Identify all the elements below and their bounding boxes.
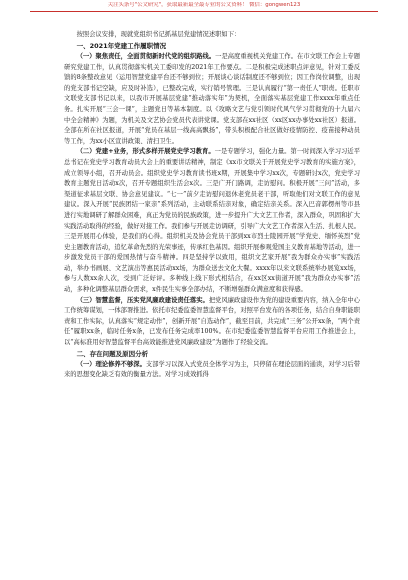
paragraph-2-lead: （二）党建+业务，形式多样开展党史学习教育。 bbox=[76, 148, 215, 156]
section-heading-2: 二、存在问题及原因分析 bbox=[76, 349, 149, 358]
paragraph-2-body: 一是专题学习，强化力量。第一时间深入学习习近平总书记在党史学习教育动员大会上的重要讲话精神，制定《xx市文联关于开展党史学习教育的实施方案》，成立领导小组，召开动员会。组织党史学习教育读书班x期，开展集中学习xx次，专题研讨x次，党史学习教育主题党日活动x次，召开专题组织生活会x次。三是广开门路调，走访慰问。积极开展“三问”活动，多渠道征求基层文联、协会意见建议。“七一”前夕走访慰问退休老党员老干部，听取他们对文联工作的意见建议。深入开展“民族团结一家亲”系列活动，主动联系结亲对象，确定结亲关系。深入巴音郭楞州等市县进行实地调研了解群众困难，真正为党员的民族政策，进一步提升广大文艺工作者，深入群众，巩固和扩大实践活动取得的经验，做好对接工作。我们参与开展走访调研，引导广大文艺工作者深入生活、扎根人民。三是开展用心体验，是我们的心得。组织机关及协会党员干部到xx市烈士陵园开展“学党史、缅怀英烈”党史主题教育活动，追忆革命先烈的光荣事迹，传承红色基因。组织开展参观爱国主义教育基地等活动，进一步激发党员干部的爱国热情与奋斗精神。四是坚持学以致用，组织文艺家开展“我为群众办实事”实践活动，举办书画展、文艺演出等惠民活动xx场，为群众送去文化大餐。xxxx年以来文联系统举办展览xx场，参与人数xx余人次，受到广泛好评。多种线上线下形式相结合，在xx区xx街道开展“我为群众办实事”活动，多种化调整基层群众需求，x件民生实事全部办结，不断增强群众满意度和获得感。 bbox=[64, 148, 361, 294]
paragraph-4-body: 支部学习以深入式党员全体学习为主，只停留在理论层面的通读，对学习后带来的思想变化缺乏有效的衡量方法。对学习成效抓得 bbox=[64, 360, 361, 379]
paragraph-1-body: 一是高度重视机关党建工作。在市文联工作会上专题研究党建工作，认真贯彻落实机关工委印发的2021年工作要点。二是积极完成述职点评意见，针对工委反馈的8条整改意见（运用智慧党建平台还不够到位；开展谈心谈话制度还不够到位；因工作岗位调整，出现的党支部书记空缺，应及时补选），已整改完成，实行销号管理。三是认真履行“第一责任人”职责。任职市文联党支部书记以来，以我市开展基层党建“推动落实年”为契机，全面落实基层党建工作xxxx年重点任务。扎实开展“三会一课”，主题党日等基本制度。以《攻略文艺与党引领时代风气学习贯彻党的十九届六中全会精神》为题，为机关及文艺协会党员代表讲党课。党支部在xx社区（xx区xx办事处xx社区）报道。全部在所在社区报道，开展“党员在基层一线高高飘扬”，带头积极配合社区做好疫情防控、疫苗接种动员等工作，为xx小区宣讲政策、清扫卫生。 bbox=[64, 53, 361, 145]
section-heading-1: 一、2021年党建工作履职情况 bbox=[76, 42, 167, 50]
paragraph-3 bbox=[64, 296, 360, 349]
intro-line: 按照会议安排，现就党组织书记抓基层党建情况述职如下： bbox=[76, 31, 241, 38]
paragraph-3-lead: （三）智慧监督，压实党风廉政建设责任落实。 bbox=[76, 296, 209, 304]
document-body bbox=[64, 29, 360, 381]
paragraph-4 bbox=[64, 360, 360, 381]
paragraph-1 bbox=[64, 52, 360, 147]
paragraph-4-lead: （一）理论修养不够深。 bbox=[76, 360, 146, 368]
paragraph-1-lead: （一）聚焦责任，全面贯彻新时代党的组织路线。 bbox=[76, 53, 216, 60]
paragraph-2 bbox=[64, 147, 360, 295]
paragraph-3-body: 把党风廉政建设作为党的建设重要内容，纳入全年中心工作统筹谋划，一体部署推进。依托市纪委监委智慧监督平台，对照平台发布的各项任务，结合自身职能职责和工作实际，认真落实“规定动作”，创新开展“自选动作”，截至目前，共完成“三务”公开xx条，“两个责任”履职xx条，临时任务x条，已发布任务完成率100%。在市纪委监委智慧监督平台应用工作推进会上，以“高标准用好智慧监督平台高效能推进党风廉政建设”为题作了经验交流。 bbox=[64, 296, 361, 347]
header-rule bbox=[30, 11, 378, 12]
header-banner: 关注头条号"公文研究"，获取最新最全最专业的公文资料！ 微信：gongwen123 bbox=[107, 2, 301, 8]
